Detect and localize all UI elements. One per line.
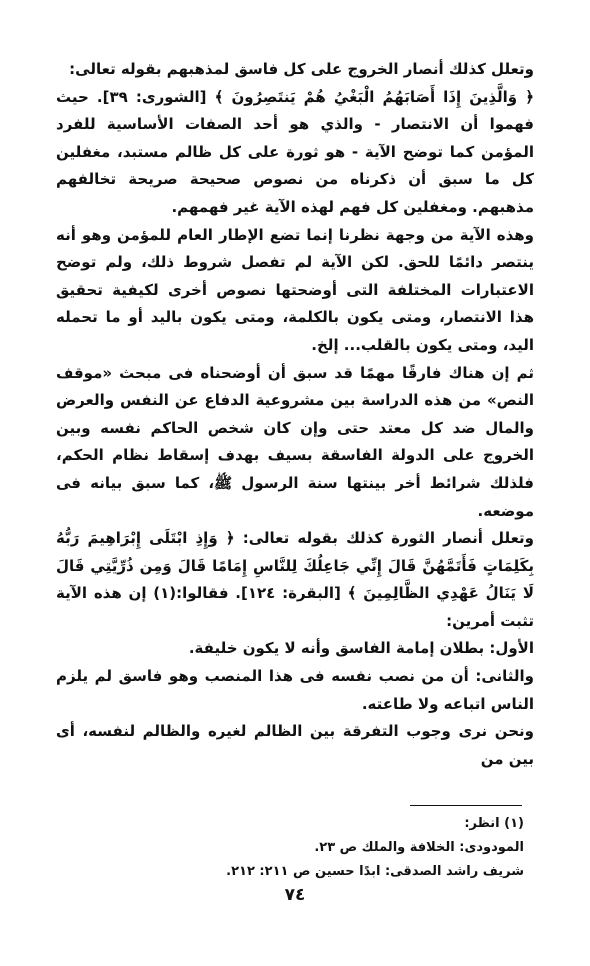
footnote-ref-2: شريف راشد الصدقى: ابدًا حسين ص ٢١١: ٢١٢. [226, 864, 524, 879]
closing-paragraph: ونحن نرى وجوب التفرقة بين الظالم لغيره والظالم لنفسه، أى بين من [56, 722, 534, 768]
footnote-heading: (١) انظر: [464, 816, 524, 831]
point-first-label: الأول: [489, 639, 534, 658]
page-number: ٧٤ [284, 885, 306, 905]
paragraph-3: وهذه الآية من وجهة نظرنا إنما تضع الإطار العام للمؤمن وهو أنه ينتصر دائمًا للحق. لكن الآية لم تفصل شروط ذلك، ولم توضح الاعتبارات المختلفة التى أوضحتها نصوص أخرى لكيفية تحقيق هذا الانتصار، ومتى يكون بالكلمة، ومتى يكون باليد أو ما تحمله اليد، ومتى يكون بالقلب... إلخ. [56, 225, 534, 354]
paragraph-2: ﴿ وَالَّذِينَ إِذَا أَصَابَهُمُ الْبَغْيُ هُمْ يَنتَصِرُونَ ﴾ [الشورى: ٣٩]. حيث فهموا أن الانتصار - والذي هو أحد الصفات الأساسية للفرد المؤمن كما توضح الآية - هو ثورة على كل ظالم مستبد، مغفلين كل ما سبق أن ذكرناه من نصوص صحيحة صريحة تخالفهم مذهبهم. ومغفلين كل فهم لهذه الآية غير فهمهم. [56, 87, 535, 216]
footnotes [56, 812, 524, 884]
paragraph-1: وتعلل كذلك أنصار الخروج على كل فاسق لمذهبهم بقوله تعالى: [69, 60, 534, 78]
point-first-text: بطلان إمامة الفاسق وأنه لا يكون خليفة. [188, 639, 490, 658]
point-first [56, 635, 534, 663]
footnote-ref-1: المودودى: الخلافة والملك ص ٢٣. [314, 840, 524, 855]
main-text [56, 56, 534, 773]
point-second [56, 663, 534, 718]
point-second-label: والثانى: [475, 667, 534, 686]
footnote-divider [410, 805, 522, 806]
paragraph-4: ثم إن هناك فارقًا مهمًا قد سبق أن أوضحناه فى مبحث «موقف النص» من هذه الدراسة بين مشروعية الدفاع عن النفس والعرض والمال ضد كل معتد حتى وإن كان شخص الحاكم نفسه وبين الخروج على الدولة الفاسقة بسيف بهدف إسقاط نظام الحكم، فلذلك شرائط أخر بينتها سنة الرسول ﷺ، كما سبق بيانه فى موضعه. [56, 363, 534, 520]
point-second-text: أن من نصب نفسه فى هذا المنصب وهو فاسق لم يلزم الناس اتباعه ولا طاعته. [56, 667, 534, 713]
paragraph-5: وتعلل أنصار الثورة كذلك بقوله تعالى: ﴿ وَإِذِ ابْتَلَى إِبْرَاهِيمَ رَبُّهُ بِكَلِمَاتٍ فَأَتَمَّهُنَّ قَالَ إِنِّي جَاعِلُكَ لِلنَّاسِ إِمَامًا قَالَ وَمِن ذُرِّيَّتِي قَالَ لَا يَنَالُ عَهْدِي الظَّالِمِينَ ﴾ [البقرة: ١٢٤]. فقالوا:(١) إن هذه الآية تثبت أمرين: [56, 529, 534, 630]
